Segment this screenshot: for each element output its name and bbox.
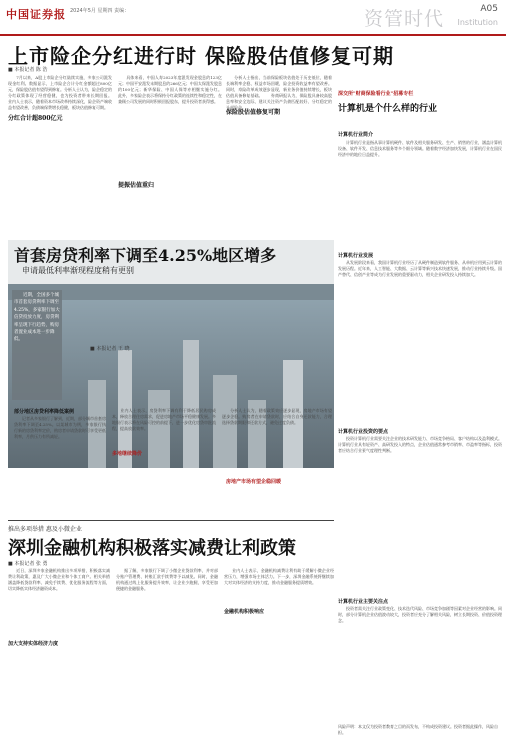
section-subtitle: Institution xyxy=(457,18,498,27)
lead-col-3: 分析人士指出，当前保险板块估值处于历史低位，随着长端利率企稳、权益市场回暖，险企投资收益率有望改善。同时，寿险改革成效逐步显现，新业务价值持续增长，板块估值具备修复基础。 券商研报认为，保险股具备较高股息率和安全边际，建议关注资产负债匹配较好、分红稳定的头部险企。 xyxy=(226,75,332,111)
side-tag: 深交所"财商保险看行业"招募专栏 xyxy=(338,91,414,97)
feature-col-1: 记者从多家银行了解到，近期，部分城市首套房贷利率下调至4.25%。以某城市为例，多家银行执行新的房贷利率定价，购房者申请贷款时可享受更低利率，月供压力有所减轻。 xyxy=(14,416,106,440)
bottom-kicker: 推出多项举措 惠及小微企业 xyxy=(8,526,82,533)
feature-col-subhead: 多地继续降价 xyxy=(112,451,143,457)
bottom-subhead-1: 加大支持实体经济力度 xyxy=(8,641,59,647)
bottom-col-2: 据了解，多家银行下调了小微企业贷款利率，并对部分账户管理费、转账汇款手续费等予以减免。同时，金融机构通过线上化服务提升效率，让企业少跑腿，享受更加便捷的金融服务。 xyxy=(116,568,218,592)
feature-byline: ■ 本报记者 王 晓 xyxy=(90,346,130,352)
lead-byline: ■ 本报记者 陈 浩 xyxy=(8,67,48,73)
feature-col-2: 业内人士表示，房贷利率下调有利于降低居民购房成本，释放合理住房需求，促进房地产市场平稳健康发展。多地银行表示将在风险可控的前提下，进一步优化房贷审批流程，提高放款效率。 xyxy=(112,408,216,432)
lead-headline: 上市险企分红进行时 保险股估值修复可期 xyxy=(8,44,394,68)
bottom-byline: ■ 本报记者 张 勇 xyxy=(8,561,48,567)
side-col-2: 从发展阶段来看，我国计算机行业经历了从硬件制造到软件服务、从单机应用到云计算的发展历程。近年来，人工智能、大数据、云计算等新兴技术快速发展，推动行业持续升级。国产替代、信创产业等成为行业发展的重要驱动力，相关企业研发投入持续加大。 xyxy=(338,260,502,278)
side-sub-2: 计算机行业发展 xyxy=(338,253,374,259)
masthead xyxy=(0,0,506,36)
lead-subhead-3: 保险股估值修复可期 xyxy=(226,109,281,116)
feature-headline: 首套房贷利率下调至4.25%地区增多 xyxy=(14,246,277,265)
lead-col-1: 7月以来，A股上市险企分红陆续实施，多家公司派发现金红利。数据显示，上市险企合计分红金额超过800亿元，保险股估值有望得到修复。分析人士认为，险企稳定的分红政策体现了经营稳健，也为投资者带来长期回报。 业内人士表示，随着资本市场改革持续深化，险企资产端收益有望改善，负债端保费增长稳健，板块估值修复可期。 xyxy=(8,75,112,111)
lead-subhead-2: 提振估值重归 xyxy=(118,182,155,189)
feature-subhead: 申请最低利率渐现程度稍有更别 xyxy=(22,266,134,275)
side-sub-1: 计算机行业简介 xyxy=(338,132,374,138)
lead-subhead-1: 分红合计超800亿元 xyxy=(8,115,63,122)
feature-box-title: 部分地区房贷利率降低案例 xyxy=(14,409,75,415)
issue-date: 2024年5月 星期四 责编： xyxy=(70,8,130,14)
divider xyxy=(8,520,334,521)
section-title: 资管时代 xyxy=(363,8,444,30)
side-col-1: 计算机行业是指从事计算机硬件、软件及相关服务研发、生产、销售的行业，涵盖计算机设备、软件开发、信息技术服务等多个细分领域。随着数字经济加快发展，计算机行业在国民经济中的地位日益提升。 xyxy=(338,140,502,158)
bottom-col-1: 近日，深圳多家金融机构推出多项举措，积极落实减费让利政策，惠及广大小微企业和个体工商户。相关举措涵盖降低贷款利率、减免手续费、优化服务流程等方面，切实降低实体经济融资成本。 xyxy=(8,568,110,592)
feature-intro-box: 近期，全国多个城市首套房贷利率下调至4.25%，多家银行加大信贷投放力度，房贷利率呈现下行趋势，购房者置业成本进一步降低。 xyxy=(12,290,62,400)
feature-market-subhead: 房地产市场有望企稳回暖 xyxy=(226,479,282,485)
bottom-col-3: 业内人士表示，金融机构减费让利有助于缓解小微企业经营压力，增强市场主体活力。下一步，深圳金融系统将继续加大对实体经济的支持力度，推动金融服务提质增效。 xyxy=(224,568,334,586)
side-sub-4: 计算机行业主要关注点 xyxy=(338,599,389,605)
page-number: A05 xyxy=(480,4,498,14)
side-title: 计算机是个什么样的行业 xyxy=(338,104,438,114)
side-col-3: 投资计算机行业需要关注企业的技术研发能力、市场竞争格局、客户结构以及盈利模式。计算机行业具有轻资产、高研发投入的特点，企业估值通常参考市销率、市盈率等指标，投资者应结合行业景气度理性判断。 xyxy=(338,436,502,454)
side-sub-3: 计算机行业投资的要点 xyxy=(338,429,389,435)
feature-col-3: 分析人士认为，随着政策效应逐步显现，房地产市场有望逐步企稳。购房者在申请贷款时，应结合自身还款能力，合理选择贷款期限和还款方式，避免过度负债。 xyxy=(222,408,332,426)
bottom-headline: 深圳金融机构积极落实减费让利政策 xyxy=(8,538,296,559)
newspaper-logo: 中国证券报 xyxy=(6,8,66,21)
side-footer: 风险声明：本文仅为投资者教育之目的而发布，不构成投资建议。投资者据此操作，风险自担。 xyxy=(338,724,498,735)
side-col-4: 投资者需关注行业政策变化、技术迭代风险、市场竞争加剧等因素对企业经营的影响。同时，部分计算机企业估值波动较大，投资者应充分了解相关风险，树立长期投资、价值投资理念。 xyxy=(338,606,502,624)
lead-col-2: 具体来看，中国人寿2023年度派发现金股息约123亿元；中国平安派发末期股息约266亿元；中国太保派发股息约100亿元；新华保险、中国人保等亦相继实施分红。 此外，多家险企表示将保持分红政策的连续性和稳定性，在兼顾公司发展的同时积极回报股东，提升投资者获得感。 xyxy=(118,75,222,105)
bottom-subhead-3: 金融机构积极响应 xyxy=(224,609,265,615)
